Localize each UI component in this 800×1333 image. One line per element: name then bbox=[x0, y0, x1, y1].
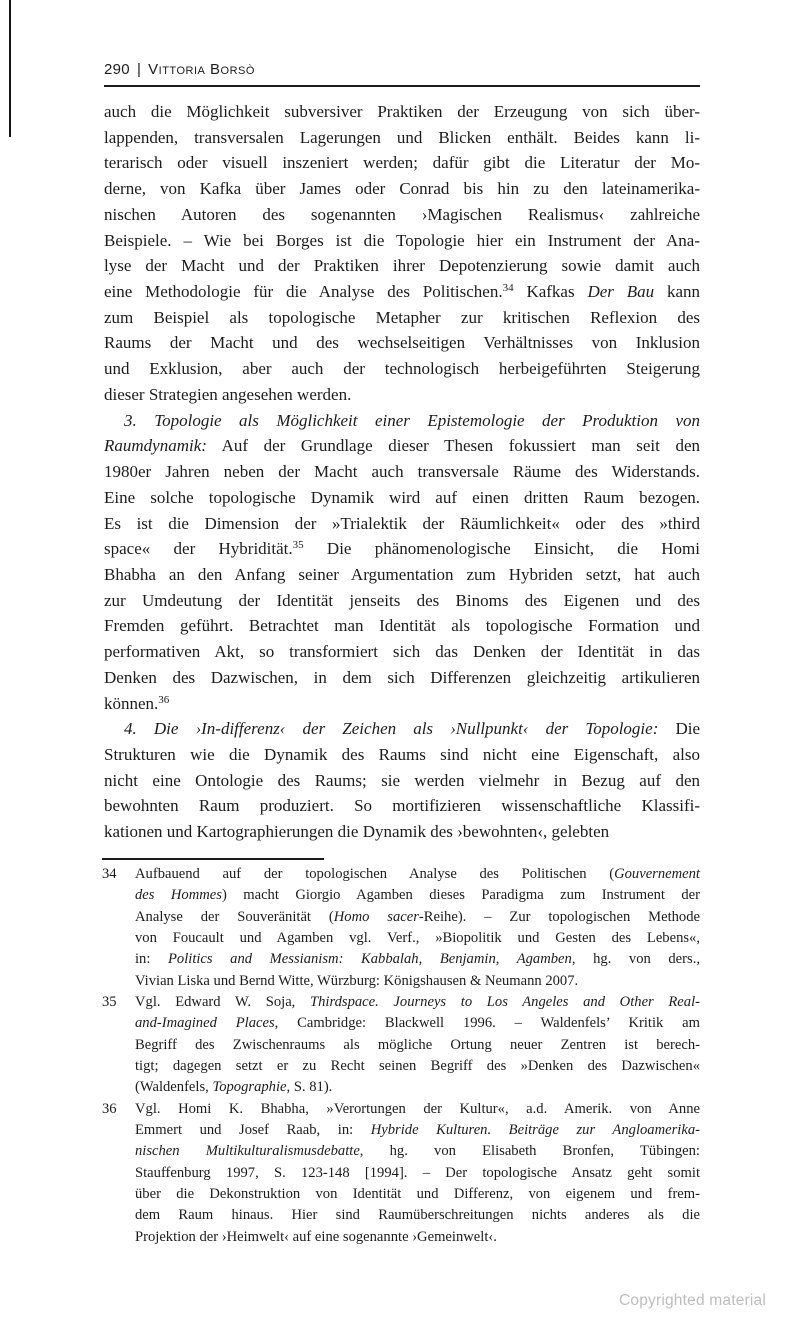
text-line: Aufbauend auf der topologischen Analyse des Politischen (Gouvernement bbox=[135, 866, 700, 882]
text-line: (Waldenfels, Topographie, S. 81). bbox=[135, 1079, 333, 1096]
text-line: tigt; dagegen setzt er zu Recht seinen Begriff des »Denken des Dazwischen« bbox=[135, 1057, 700, 1074]
text-line: nischen Autoren des sogenannten ›Magischen Realismus‹ zahlreiche bbox=[104, 204, 700, 224]
text-line: und Exklusion, aber auch der technologisch herbeigeführten Steigerung bbox=[104, 359, 700, 379]
text-line: Vgl. Edward W. Soja, Thirdspace. Journeys to Los Angeles and Other Real- bbox=[135, 993, 700, 1010]
running-header bbox=[104, 61, 700, 87]
page-number: 290 bbox=[104, 61, 130, 78]
copyright-watermark: Copyrighted material bbox=[618, 1292, 766, 1309]
text-line: nischen Multikulturalismusdebatte, hg. von Elisabeth Bronfen, Tübingen: bbox=[135, 1143, 700, 1160]
footnote-text bbox=[135, 992, 700, 1099]
paragraph bbox=[104, 408, 700, 717]
text-line: 3. Topologie als Möglichkeit einer Epistemologie der Produktion von bbox=[124, 410, 700, 430]
footnotes bbox=[102, 864, 700, 1248]
text-line: Strukturen wie die Dynamik des Raums sind nicht eine Eigenschaft, also bbox=[104, 744, 700, 764]
text-line: space« der Hybridität.$^{35}$ Die phänomenologische Einsicht, die Homi bbox=[104, 539, 700, 559]
text-line: Raumdynamik: Auf der Grundlage dieser Thesen fokussiert man seit den bbox=[104, 436, 700, 456]
footnote bbox=[102, 1099, 700, 1248]
text-line: Analyse der Souveränität (Homo sacer-Reihe). – Zur topologischen Methode bbox=[135, 908, 700, 925]
footnote-text bbox=[135, 864, 700, 992]
text-line: nicht eine Ontologie des Raums; sie werden vielmehr in Bezug auf den bbox=[104, 770, 700, 790]
footnote-marker: 35 bbox=[292, 539, 304, 552]
text-line: Raums der Macht und des wechselseitigen Verhältnisses von Inklusion bbox=[104, 333, 700, 353]
text-line: Bhabha an den Anfang seiner Argumentation zum Hybriden setzt, hat auch bbox=[104, 564, 700, 584]
paragraph bbox=[104, 99, 700, 408]
text-line: Vivian Liska und Bernd Witte, Würzburg: Königshausen & Neumann 2007. bbox=[135, 972, 579, 989]
text-line: Fremden geführt. Betrachtet man Identität als topologische Formation und bbox=[104, 616, 700, 636]
text-line: 4. Die ›In-differenz‹ der Zeichen als ›Nullpunkt‹ der Topologie: Die bbox=[124, 719, 701, 739]
footnote-text bbox=[135, 1099, 700, 1248]
text-line: dieser Strategien angesehen werden. bbox=[104, 384, 352, 404]
footnote bbox=[102, 992, 700, 1099]
text-line: Es ist die Dimension der »Trialektik der Räumlichkeit« oder des »third bbox=[104, 513, 700, 533]
text-line: eine Methodologie für die Analyse des Politischen.$^{34}$ Kafkas Der Bau kann bbox=[104, 282, 701, 302]
header-separator: | bbox=[136, 61, 142, 78]
text-line: Stauffenburg 1997, S. 123-148 [1994]. – Der topologische Ansatz geht somit bbox=[135, 1164, 700, 1181]
text-line: Emmert und Josef Raab, in: Hybride Kulturen. Beiträge zur Angloamerika- bbox=[135, 1121, 700, 1138]
text-line: Denken des Dazwischen, in dem sich Differenzen gleichzeitig artikulieren bbox=[104, 667, 700, 687]
paragraph bbox=[104, 716, 700, 845]
text-line: können.$^{36}$ bbox=[104, 693, 170, 713]
text-line: kationen und Kartographierungen die Dynamik des ›bewohnten‹, gelebten bbox=[104, 822, 610, 842]
text-line: performativen Akt, so transformiert sich das Denken der Identität in das bbox=[104, 642, 700, 662]
text-line: Begriff des Zwischenraums als mögliche Ortung neuer Zentren ist berech- bbox=[135, 1036, 700, 1053]
footnote-number: 36 bbox=[102, 1100, 117, 1117]
text-line: and-Imagined Places, Cambridge: Blackwell 1996. – Waldenfels’ Kritik am bbox=[135, 1015, 700, 1032]
footnote-number: 34 bbox=[102, 866, 117, 882]
text-line: Eine solche topologische Dynamik wird auf einen dritten Raum bezogen. bbox=[104, 487, 700, 507]
footnote-marker: 36 bbox=[158, 693, 170, 706]
author-name: Vittoria Borsò bbox=[148, 61, 255, 78]
footnote-marker: 34 bbox=[502, 282, 514, 295]
text-line: derne, von Kafka über James oder Conrad bis hin zu den lateinamerika- bbox=[104, 179, 700, 199]
text-line: zur Umdeutung der Identität jenseits des Binoms des Eigenen und des bbox=[104, 590, 700, 610]
text-line: Beispiele. – Wie bei Borges ist die Topologie hier ein Instrument der Ana- bbox=[104, 230, 700, 250]
body-text bbox=[104, 99, 700, 845]
text-line: zum Beispiel als topologische Metapher zur kritischen Reflexion des bbox=[104, 307, 700, 327]
text-line: 1980er Jahren neben der Macht auch transversale Räume des Widerstands. bbox=[104, 462, 700, 482]
text-line: in: Politics and Messianism: Kabbalah, Benjamin, Agamben, hg. von ders., bbox=[135, 951, 700, 968]
text-line: bewohnten Raum produziert. So mortifizieren wissenschaftliche Klassifi- bbox=[104, 796, 700, 816]
text-line: des Hommes) macht Giorgio Agamben dieses Paradigma zum Instrument der bbox=[135, 887, 700, 904]
text-line: lyse der Macht und der Praktiken ihrer Depotenzierung sowie damit auch bbox=[104, 256, 700, 276]
text-line: Vgl. Homi K. Bhabha, »Verortungen der Kultur«, a.d. Amerik. von Anne bbox=[135, 1100, 700, 1117]
footnote-number: 35 bbox=[102, 993, 117, 1010]
footnote bbox=[102, 864, 700, 992]
text-line: lappenden, transversalen Lagerungen und Blicken enthält. Beides kann li- bbox=[104, 127, 700, 147]
text-line: dem Raum hinaus. Hier sind Raumüberschreitungen nichts anderes als die bbox=[135, 1207, 700, 1224]
text-line: terarisch oder visuell inszeniert werden; dafür gibt die Literatur der Mo- bbox=[104, 153, 700, 173]
text-line: über die Dekonstruktion von Identität und Differenz, von eigenem und frem- bbox=[135, 1185, 700, 1202]
footnote-separator-rule bbox=[102, 858, 324, 860]
text-line: von Foucault und Agamben vgl. Verf., »Biopolitik und Gesten des Lebens«, bbox=[135, 929, 700, 946]
text-line: auch die Möglichkeit subversiver Praktiken der Erzeugung von sich über- bbox=[104, 102, 700, 121]
scan-artifact-line bbox=[9, 0, 11, 137]
text-line: Projektion der ›Heimwelt‹ auf eine sogenannte ›Gemeinwelt‹. bbox=[135, 1228, 497, 1245]
